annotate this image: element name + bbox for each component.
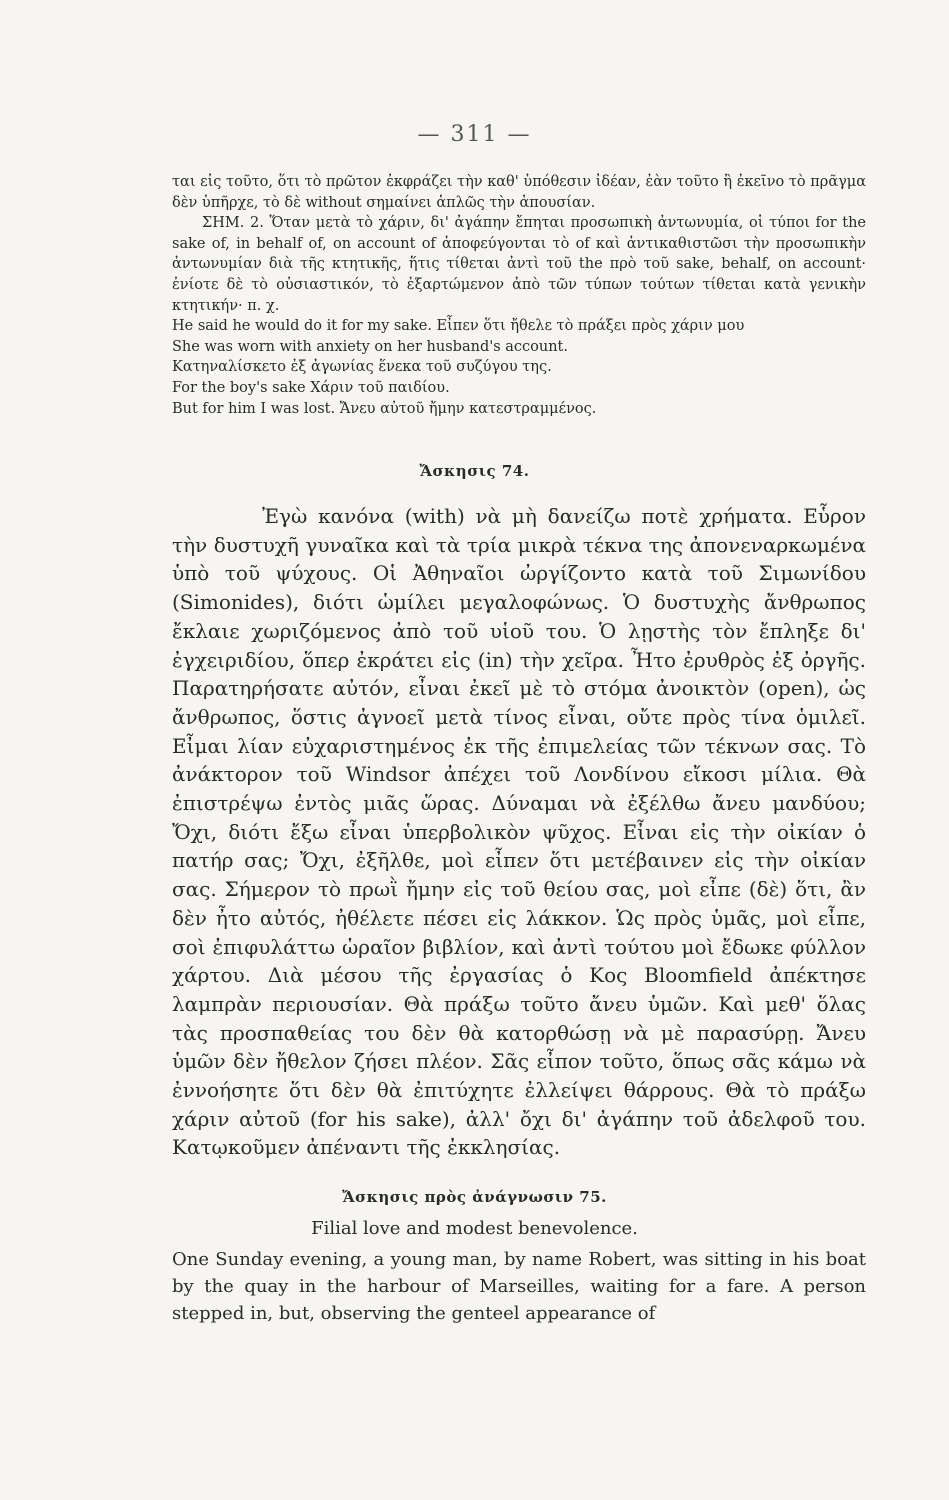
- note-line: ΣΗΜ. 2. Ὅταν μετὰ τὸ χάριν, δι' ἀγάπην ἔπηται προσωπικὴ ἀντωνυμία, οἱ τύποι for the sake of, in behalf of, on account of ἀποφεύγονται τὸ of καὶ ἀντικαθιστῶσι τὴν προσωπικὴν ἀντωνυμίαν διὰ τῆς κτητικῆς, ἥτις τίθεται ἀντὶ τοῦ the πρὸ τοῦ sake, behalf, on account· ἐνίοτε δὲ τὸ οὐσιαστικόν, τὸ ἐξαρτώμενον ἀπὸ τῶν τύπων τούτων τίθεται κατὰ γενικὴν κτητικήν· π. χ.: [172, 215, 866, 314]
- exercise-75-heading: Ἄσκησις πρὸς ἀνάγνωσιν 75.: [342, 1188, 607, 1206]
- example-line: He said he would do it for my sake. Εἶπεν ὅτι ἤθελε τὸ πράξει πρὸς χάριν μου: [172, 318, 745, 335]
- example-line: For the boy's sake Χάριν τοῦ παιδίου.: [172, 379, 450, 396]
- example-line: Κατηναλίσκετο ἐξ ἀγωνίας ἕνεκα τοῦ συζύγου της.: [172, 359, 552, 376]
- example-line: But for him I was lost. Ἄνευ αὐτοῦ ἤμην κατεστραμμένος.: [172, 400, 597, 417]
- exercise-74-text: Ἐγὼ κανόνα (with) νὰ μὴ δανείζω ποτὲ χρήματα. Εὗρον τὴν δυστυχῆ γυναῖκα καὶ τὰ τρία μικρὰ τέκνα της ἀπονεναρκωμένα ὑπὸ τοῦ ψύχους. Οἱ Ἀθηναῖοι ὠργίζοντο κατὰ τοῦ Σιμωνίδου (Simonides), διότι ὡμίλει μεγαλοφώνως. Ὁ δυστυχὴς ἄνθρωπος ἔκλαιε χωριζόμενος ἀπὸ τοῦ υἱοῦ του. Ὁ λῃστὴς τὸν ἔπληξε δι' ἐγχειριδίου, ὅπερ ἐκράτει εἰς (in) τὴν χεῖρα. Ἦτο ἐρυθρὸς ἐξ ὀργῆς. Παρατηρήσατε αὐτόν, εἶναι ἐκεῖ μὲ τὸ στόμα ἀνοικτὸν (open), ὡς ἄνθρωπος, ὅστις ἀγνοεῖ μετὰ τίνος εἶναι, οὔτε πρὸς τίνα ὁμιλεῖ. Εἶμαι λίαν εὐχαριστημένος ἐκ τῆς ἐπιμελείας τῶν τέκνων σας. Τὸ ἀνάκτορον τοῦ Windsor ἀπέχει τοῦ Λονδίνου εἴκοσι μίλια. Θὰ ἐπιστρέψω ἐντὸς μιᾶς ὥρας. Δύναμαι νὰ ἐξέλθω ἄνευ μανδύου; Ὄχι, διότι ἔξω εἶναι ὑπερβολικὸν ψῦχος. Εἶναι εἰς τὴν οἰκίαν ὁ πατήρ σας; Ὄχι, ἐξῆλθε, μοὶ εἶπεν ὅτι μετέβαινεν εἰς τὴν οἰκίαν σας. Σήμερον τὸ πρωῒ ἤμην εἰς τοῦ θείου σας, μοὶ εἶπε (δὲ) ὅτι, ἂν δὲν ἦτο αὐτός, ἠθέλετε πέσει εἰς λάκκον. Ὡς πρὸς ὑμᾶς, μοὶ εἶπε, σοὶ ἐπιφυλάττω ὡραῖον βιβλίον, καὶ ἀντὶ τούτου μοὶ ἔδωκε φύλλον χάρτου. Διὰ μέσου τῆς ἐργασίας ὁ Κος Bloomfield ἀπέκτησε λαμπρὰν περιουσίαν. Θὰ πράξω τοῦτο ἄνευ ὑμῶν. Καὶ μεθ' ὅλας τὰς προσπαθείας του δὲν θὰ κατορθώσῃ νὰ μὲ παρασύρῃ. Ἄνευ ὑμῶν δὲν ἤθελον ζήσει πλέον. Σᾶς εἶπον τοῦτο, ὅπως σᾶς κάμω νὰ ἐννοήσητε ὅτι δὲν θὰ ἐπιτύχητε ἐλλείψει θάρρους. Θὰ τὸ πράξω χάριν αὐτοῦ (for his sake), ἀλλ' ὄχι δι' ἀγάπην τοῦ ἀδελφοῦ του. Κατῳκοῦμεν ἀπέναντι τῆς ἐκκλησίας.: [172, 504, 866, 1160]
- page-number: — 311 —: [417, 122, 532, 147]
- grammar-notes: [172, 172, 866, 419]
- note-line: ται εἰς τοῦτο, ὅτι τὸ πρῶτον ἐκφράζει τὴν καθ' ὑπόθεσιν ἰδέαν, ἐὰν τοῦτο ἢ ἐκεῖνο τὸ πρᾶγμα δὲν ὑπῆρχε, τὸ δὲ without σημαίνει ἁπλῶς τὴν ἀπουσίαν.: [172, 174, 866, 211]
- exercise-74-body: [172, 502, 866, 1162]
- example-line: She was worn with anxiety on her husband's account.: [172, 338, 568, 355]
- exercise-74-heading: Ἄσκησις 74.: [419, 462, 530, 480]
- exercise-75-text: One Sunday evening, a young man, by name Robert, was sitting in his boat by the quay in the harbour of Marseilles, waiting for a fare. A person stepped in, but, observing the genteel appearance of: [172, 1249, 866, 1324]
- exercise-75-subtitle: Filial love and modest benevolence.: [311, 1218, 638, 1239]
- exercise-75-body: [172, 1246, 866, 1327]
